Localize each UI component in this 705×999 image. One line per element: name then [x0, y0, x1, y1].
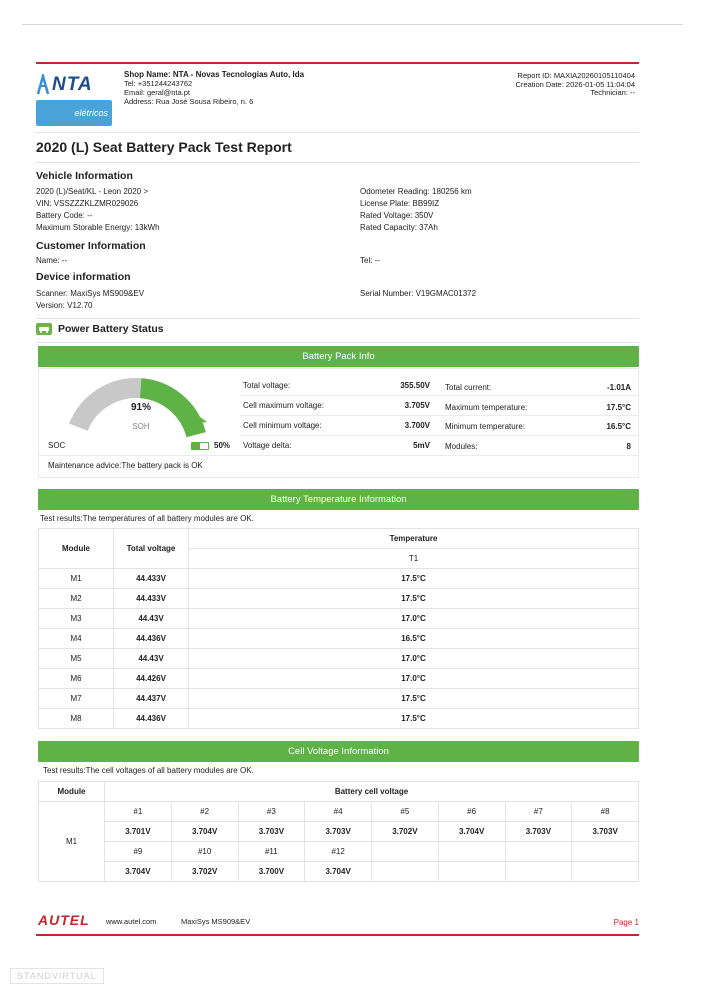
voltage-cell: 44.433V: [114, 569, 189, 589]
shop-email: geral@nta.pt: [146, 88, 190, 97]
metric-max-temp-label: Maximum temperature:: [445, 403, 528, 412]
footer-device: MaxiSys MS909&EV: [181, 917, 251, 926]
col-cell-voltage: Battery cell voltage: [105, 782, 639, 802]
cell-voltage: 3.704V: [305, 862, 372, 882]
voltage-cell: 44.43V: [114, 649, 189, 669]
module-cell: M6: [39, 669, 114, 689]
temp-cell: 17.5°C: [189, 589, 639, 609]
col-t1: T1: [189, 549, 639, 569]
cell-id: #2: [171, 802, 238, 822]
temperature-result: Test results:The temperatures of all battery modules are OK.: [40, 514, 254, 523]
module-cell: M2: [39, 589, 114, 609]
license-plate: License Plate: BB99IZ: [360, 199, 440, 208]
voltage-cell: 44.437V: [114, 689, 189, 709]
module-cell: M3: [39, 609, 114, 629]
temp-cell: 17.0°C: [189, 609, 639, 629]
cell-id: #12: [305, 842, 372, 862]
voltage-cell: 44.433V: [114, 589, 189, 609]
scanner: Scanner: MaxiSys MS909&EV: [36, 289, 145, 298]
row-divider: [240, 395, 638, 396]
cell-voltage: [505, 862, 572, 882]
cell-id: [505, 842, 572, 862]
watermark: STANDVIRTUAL: [10, 968, 104, 984]
cell-id: #11: [238, 842, 305, 862]
metric-cell-max-label: Cell maximum voltage:: [243, 401, 324, 410]
module-cell: M4: [39, 629, 114, 649]
table-row: [39, 589, 639, 609]
customer-tel: Tel: --: [360, 256, 380, 265]
col-temperature: Temperature: [189, 529, 639, 549]
cell-id: #6: [438, 802, 505, 822]
footer-red-rule: [36, 934, 639, 936]
table-row: [39, 649, 639, 669]
cell-value-row: [39, 862, 639, 882]
cell-id: #3: [238, 802, 305, 822]
top-divider: [22, 24, 683, 25]
soh-value: 91%: [130, 402, 151, 413]
serial-number: Serial Number: V19GMAC01372: [360, 289, 477, 298]
metric-total-current-value: -1.01A: [606, 383, 631, 392]
temp-cell: 16.5°C: [189, 629, 639, 649]
report-id: MAXIA20260105110404: [553, 71, 635, 80]
metric-cell-max-value: 3.705V: [404, 401, 430, 410]
metric-total-voltage-value: 355.50V: [400, 381, 430, 390]
cell-id-row: [39, 802, 639, 822]
cell-value-row: [39, 822, 639, 842]
voltage-cell: 44.43V: [114, 609, 189, 629]
voltage-cell: 44.436V: [114, 629, 189, 649]
technician: --: [630, 88, 635, 97]
cell-voltage: 3.703V: [305, 822, 372, 842]
cell-id: #9: [105, 842, 172, 862]
module-cell: M5: [39, 649, 114, 669]
cell-voltage-bar: Cell Voltage Information: [38, 741, 639, 762]
temp-cell: 17.5°C: [189, 569, 639, 589]
table-row: [39, 669, 639, 689]
cell-id: #4: [305, 802, 372, 822]
table-row: [39, 629, 639, 649]
soc-value: 50%: [214, 441, 231, 450]
metric-cell-min-label: Cell minimum voltage:: [243, 421, 322, 430]
metric-voltage-delta-value: 5mV: [413, 441, 430, 450]
vehicle-model: 2020 (L)/Seat/KL - Leon 2020 >: [36, 187, 149, 196]
customer-heading: Customer Information: [36, 240, 146, 252]
cell-voltage: 3.704V: [438, 822, 505, 842]
vehicle-vin: VIN: VSSZZZKLZMR029026: [36, 199, 139, 208]
cell-voltage: 3.703V: [572, 822, 639, 842]
vehicle-right: [360, 186, 472, 234]
shop-tel-label: Tel:: [124, 79, 136, 88]
cell-voltage-table: [38, 781, 639, 882]
version: Version: V12.70: [36, 301, 93, 310]
maintenance-advice: Maintenance advice:The battery pack is OK: [48, 461, 203, 470]
device-heading: Device information: [36, 271, 131, 283]
cell-voltage: 3.702V: [372, 822, 439, 842]
metric-min-temp-value: 16.5°C: [606, 422, 631, 431]
shop-info: [124, 70, 304, 106]
row-divider: [240, 435, 638, 436]
logo-banner: [36, 100, 112, 126]
divider: [36, 162, 639, 163]
cell-result: Test results:The cell voltages of all battery modules are OK.: [43, 766, 254, 775]
divider: [36, 318, 639, 319]
cell-voltage: [572, 862, 639, 882]
metric-cell-min-value: 3.700V: [404, 421, 430, 430]
metric-voltage-delta-label: Voltage delta:: [243, 441, 292, 450]
temp-cell: 17.5°C: [189, 709, 639, 729]
max-energy: Maximum Storable Energy: 13kWh: [36, 223, 160, 232]
footer-url[interactable]: www.autel.com: [106, 917, 157, 926]
cell-id: [372, 842, 439, 862]
col-module: Module: [39, 529, 114, 569]
page-number: Page 1: [613, 918, 639, 927]
table-row: [39, 609, 639, 629]
temperature-info-bar: Battery Temperature Information: [38, 489, 639, 510]
shop-name: NTA - Novas Tecnologias Auto, lda: [172, 70, 305, 79]
temp-cell: 17.0°C: [189, 669, 639, 689]
cell-id: #1: [105, 802, 172, 822]
module-cell: M8: [39, 709, 114, 729]
temperature-table: [38, 528, 639, 729]
shop-address-label: Address:: [124, 97, 154, 106]
cell-voltage: [372, 862, 439, 882]
shop-name-label: Shop Name:: [124, 70, 171, 79]
shop-logo: [36, 70, 112, 128]
rated-voltage: Rated Voltage: 350V: [360, 211, 434, 220]
report-meta: [515, 72, 635, 98]
divider: [36, 132, 639, 133]
customer-name: Name: --: [36, 256, 68, 265]
header-red-rule: [36, 62, 639, 64]
autel-logo: AUTEL: [38, 912, 90, 928]
soc-battery-fill: [192, 443, 200, 449]
cell-id: #5: [372, 802, 439, 822]
table-row: [39, 709, 639, 729]
cell-id: [572, 842, 639, 862]
creation-date-label: Creation Date:: [515, 79, 564, 89]
battery-code: Battery Code: --: [36, 211, 93, 220]
shop-email-label: Email:: [124, 88, 145, 97]
table-row: [39, 569, 639, 589]
module-cell: M1: [39, 802, 105, 882]
battery-car-icon: [36, 323, 52, 335]
cell-id-row: [39, 842, 639, 862]
soc-label: SOC: [48, 441, 66, 450]
module-cell: M7: [39, 689, 114, 709]
row-divider: [38, 455, 638, 456]
vehicle-left: [36, 186, 160, 234]
cell-id: #10: [171, 842, 238, 862]
cell-id: #7: [505, 802, 572, 822]
metric-min-temp-label: Minimum temperature:: [445, 422, 526, 431]
technician-label: Technician:: [590, 88, 628, 97]
metric-max-temp-value: 17.5°C: [606, 403, 631, 412]
report-title: 2020 (L) Seat Battery Pack Test Report: [36, 139, 292, 155]
temp-cell: 17.5°C: [189, 689, 639, 709]
creation-date: 2026-01-05 11:04:04: [565, 79, 635, 89]
col-module: Module: [39, 782, 105, 802]
metric-total-current-label: Total current:: [445, 383, 492, 392]
cell-voltage: 3.700V: [238, 862, 305, 882]
col-total-voltage: Total voltage: [114, 529, 189, 569]
logo-text: NTA: [52, 74, 93, 95]
odometer: Odometer Reading: 180256 km: [360, 187, 472, 196]
power-battery-status-title: [36, 323, 164, 335]
cell-voltage: 3.702V: [171, 862, 238, 882]
cell-voltage: 3.703V: [238, 822, 305, 842]
logo-sub: elétricos: [74, 108, 108, 118]
pack-info-bar: Battery Pack Info: [38, 346, 639, 367]
row-divider: [240, 415, 638, 416]
nta-logo-icon: [36, 74, 50, 96]
rated-capacity: Rated Capacity: 37Ah: [360, 223, 438, 232]
cell-voltage: [438, 862, 505, 882]
metric-modules-value: 8: [626, 442, 631, 451]
divider: [36, 342, 639, 343]
voltage-cell: 44.426V: [114, 669, 189, 689]
cell-id: [438, 842, 505, 862]
metric-total-voltage-label: Total voltage:: [243, 381, 291, 390]
metric-modules-label: Modules:: [445, 442, 478, 451]
cell-voltage: 3.703V: [505, 822, 572, 842]
shop-tel: +351244243762: [137, 79, 193, 88]
cell-voltage: 3.701V: [105, 822, 172, 842]
table-row: [39, 689, 639, 709]
soh-label: SOH: [132, 422, 150, 431]
module-cell: M1: [39, 569, 114, 589]
shop-address: Rua José Sousa Ribeiro, n. 6: [155, 97, 254, 106]
cell-voltage: 3.704V: [105, 862, 172, 882]
cell-voltage: 3.704V: [171, 822, 238, 842]
temp-cell: 17.0°C: [189, 649, 639, 669]
device-left: [36, 288, 144, 312]
status-heading: Power Battery Status: [58, 323, 164, 335]
cell-id: #8: [572, 802, 639, 822]
voltage-cell: 44.436V: [114, 709, 189, 729]
report-id-label: Report ID:: [517, 71, 552, 80]
soc-battery-icon: [191, 442, 209, 450]
vehicle-heading: Vehicle Information: [36, 170, 133, 182]
